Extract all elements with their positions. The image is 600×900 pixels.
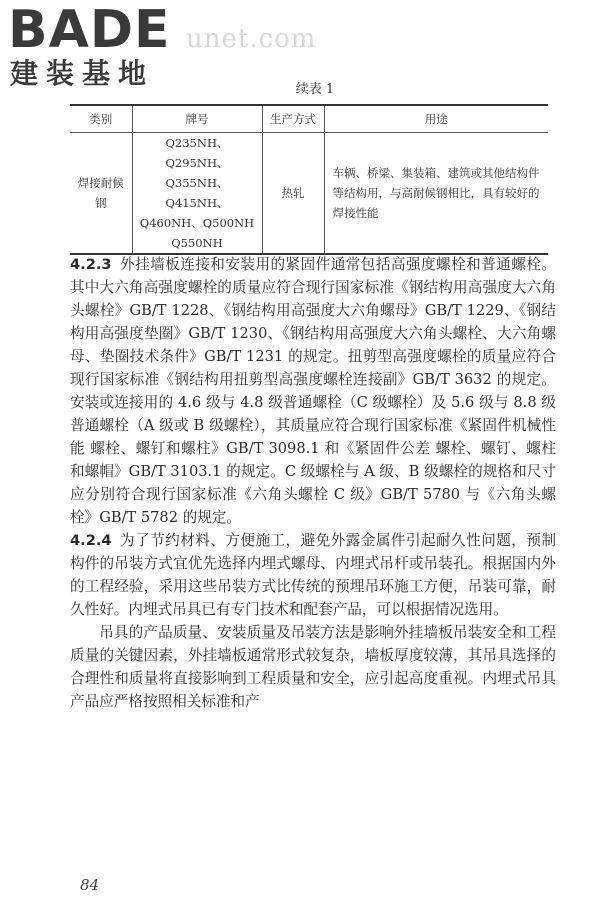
body-paragraph: 吊具的产品质量、安装质量及吊装方法是影响外挂墙板吊装安全和工程质量的关键因素，外挂墙板通常形式较复杂，墙板厚度较薄，其吊具选择的合理性和质量将直接影响到工程质量和安全，应引起高度重视。内埋式吊具产品应严格按照相关标准和产 xyxy=(70,624,556,710)
body-text xyxy=(70,253,556,713)
logo-latin-text: BADE xyxy=(8,0,171,60)
section-paragraph xyxy=(70,253,556,529)
steel-grade-table xyxy=(70,104,548,255)
section-number: 4.2.4 xyxy=(70,532,112,549)
category-cell: 焊接耐候钢 xyxy=(70,133,132,255)
watermark: unet.com xyxy=(186,24,317,54)
table-header-cell: 牌号 xyxy=(132,105,262,133)
table-header-row xyxy=(70,105,548,133)
table-header-cell: 生产方式 xyxy=(262,105,324,133)
table-title: 续表 1 xyxy=(295,82,335,97)
section-text: 为了节约材料、方便施工，避免外露金属件引起耐久性问题，预制构件的吊装方式宜优先选择内埋式螺母、内埋式吊杆或吊装孔。根据国内外的工程经验，采用这些吊装方式比传统的预埋吊环施工方便，吊装可靠，耐久性好。内埋式吊具已有专门技术和配套产品，可以根据情况选用。 xyxy=(70,532,556,618)
production-cell: 热轧 xyxy=(262,133,324,255)
section-number: 4.2.3 xyxy=(70,256,112,273)
table-row xyxy=(70,133,548,255)
section-text: 外挂墙板连接和安装用的紧固件通常包括高强度螺栓和普通螺栓。其中大六角高强度螺栓的质量应符合现行国家标准《钢结构用高强度大六角头螺栓》GB/T 1228、《钢结构用高强度大六角螺母》GB/T 1229、《钢结构用高强度垫圈》GB/T 1230、《钢结构用高强度大六角头螺栓、大六角螺母、垫圈技术条件》GB/T 1231 的规定。扭剪型高强度螺栓的质量应符合现行国家标准《钢结构用扭剪型高强度螺栓连接副》GB/T 3632 的规定。安装或连接用的 4.6 级与 4.8 级普通螺栓（C 级螺栓）及 5.6 级与 8.8 级普通螺栓（A 级或 B 级螺栓），其质量应符合现行国家标准《紧固件机械性能 螺栓、螺钉和螺柱》GB/T 3098.1 和《紧固件公差 螺栓、螺钉、螺柱和螺帽》GB/T 3103.1 的规定。C 级螺栓与 A 级、B 级螺栓的规格和尺寸应分别符合现行国家标准《六角头螺栓 C 级》GB/T 5780 与《六角头螺栓》GB/T 5782 的规定。 xyxy=(70,256,556,526)
grades-cell: Q235NH、Q295NH、Q355NH、Q415NH、Q460NH、Q500NH Q550NH xyxy=(132,133,262,255)
section-paragraph xyxy=(70,529,556,621)
table-header-cell: 类别 xyxy=(70,105,132,133)
page-number: 84 xyxy=(80,876,100,894)
table-header-cell: 用途 xyxy=(324,105,548,133)
logo-chinese-text: 建装基地 xyxy=(10,57,155,90)
usage-cell: 车辆、桥梁、集装箱、建筑或其他结构件等结构用，与高耐候钢相比，具有较好的焊接性能 xyxy=(324,133,548,255)
